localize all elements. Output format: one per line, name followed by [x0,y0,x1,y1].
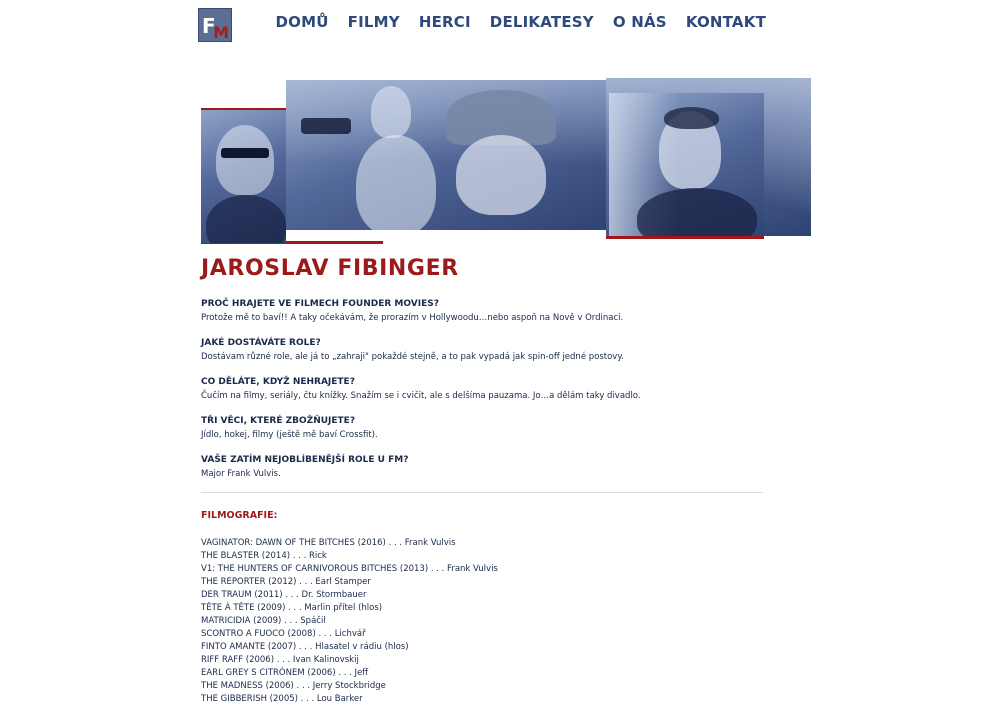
nav-delicacies[interactable]: DELIKATESY [489,13,594,31]
qa-item [201,337,771,363]
logo-letter-f: F [202,14,216,38]
qa-item [201,415,771,441]
filmography-list [201,537,498,706]
qa-question: VAŠE ZATÍM NEJOBLÍBENĚJŠÍ ROLE U FM? [201,455,409,465]
qa-item [201,298,771,324]
banner-photo-phone-call [609,93,764,238]
section-divider [201,492,763,493]
filmography-item: FINTO AMANTE (2007) . . . Hlasatel v rádiu (hlos) [201,642,409,652]
filmography-item: SCONTRO A FUOCO (2008) . . . Lichvář [201,629,366,639]
nav-about[interactable]: O NÁS [612,13,667,31]
filmography-item: TÊTE À TÊTE (2009) . . . Marlin přítel (hlos) [201,603,383,613]
qa-item [201,454,771,480]
filmography-item: VAGINATOR: DAWN OF THE BITCHES (2016) . . . Frank Vulvis [201,538,456,548]
qa-question: PROČ HRAJETE VE FILMECH FOUNDER MOVIES? [201,299,439,309]
qa-question: CO DĚLÁTE, KDYŽ NEHRAJETE? [201,377,355,387]
qa-answer: Čučím na filmy, seriály, čtu knížky. Snažím se i cvičit, ale s delšíma pauzama. Jo…a dělám taky divadlo. [201,391,641,401]
page-title: JAROSLAV FIBINGER [201,256,459,281]
filmography-item: EARL GREY S CITRÓNEM (2006) . . . Jeff [201,668,369,678]
nav-actors[interactable]: HERCI [418,13,471,31]
qa-question: TŘI VĚCI, KTERÉ ZBOŽŇUJETE? [201,416,356,426]
filmography-item: THE MADNESS (2006) . . . Jerry Stockbridge [201,681,386,691]
filmography-item: RIFF RAFF (2006) . . . Ivan Kalinovskij [201,655,359,665]
nav-home[interactable]: DOMŮ [275,13,329,31]
hero-banner [201,78,764,244]
site-logo[interactable] [198,8,232,42]
filmography-item: V1: THE HUNTERS OF CARNIVOROUS BITCHES (2013) . . . Frank Vulvis [201,564,498,574]
logo-letter-m: M [213,23,229,42]
filmography-item: DER TRAUM (2011) . . . Dr. Stormbauer [201,590,367,600]
filmography-item: MATRICIDIA (2009) . . . Spáčil [201,616,326,626]
qa-item [201,376,771,402]
banner-photo-sunglasses [201,110,286,243]
filmography-item: THE GIBBERISH (2005) . . . Lou Barker [201,694,363,704]
filmography-item: THE BLASTER (2014) . . . Rick [201,551,327,561]
qa-answer: Jídlo, hokej, filmy (ještě mě baví Crossfit). [201,430,378,440]
nav-films[interactable]: FILMY [347,13,400,31]
qa-answer: Dostávam různé role, ale já to „zahraji" pokaždé stejně, a to pak vypadá jak spin-off jedné postovy. [201,352,624,362]
qa-answer: Protože mě to baví!! A taky očekávám, že prorazím v Hollywoodu…nebo aspoň na Nově v Ordinaci. [201,313,624,323]
qa-answer: Major Frank Vulvis. [201,469,281,479]
filmography-heading: FILMOGRAFIE: [201,510,278,521]
nav-contact[interactable]: KONTAKT [685,13,766,31]
banner-red-bar [606,236,764,239]
main-nav [276,13,766,31]
banner-photo-gunman [286,80,606,230]
filmography-item: THE REPORTER (2012) . . . Earl Stamper [201,577,371,587]
qa-question: JAKÉ DOSTÁVÁTE ROLE? [201,338,321,348]
